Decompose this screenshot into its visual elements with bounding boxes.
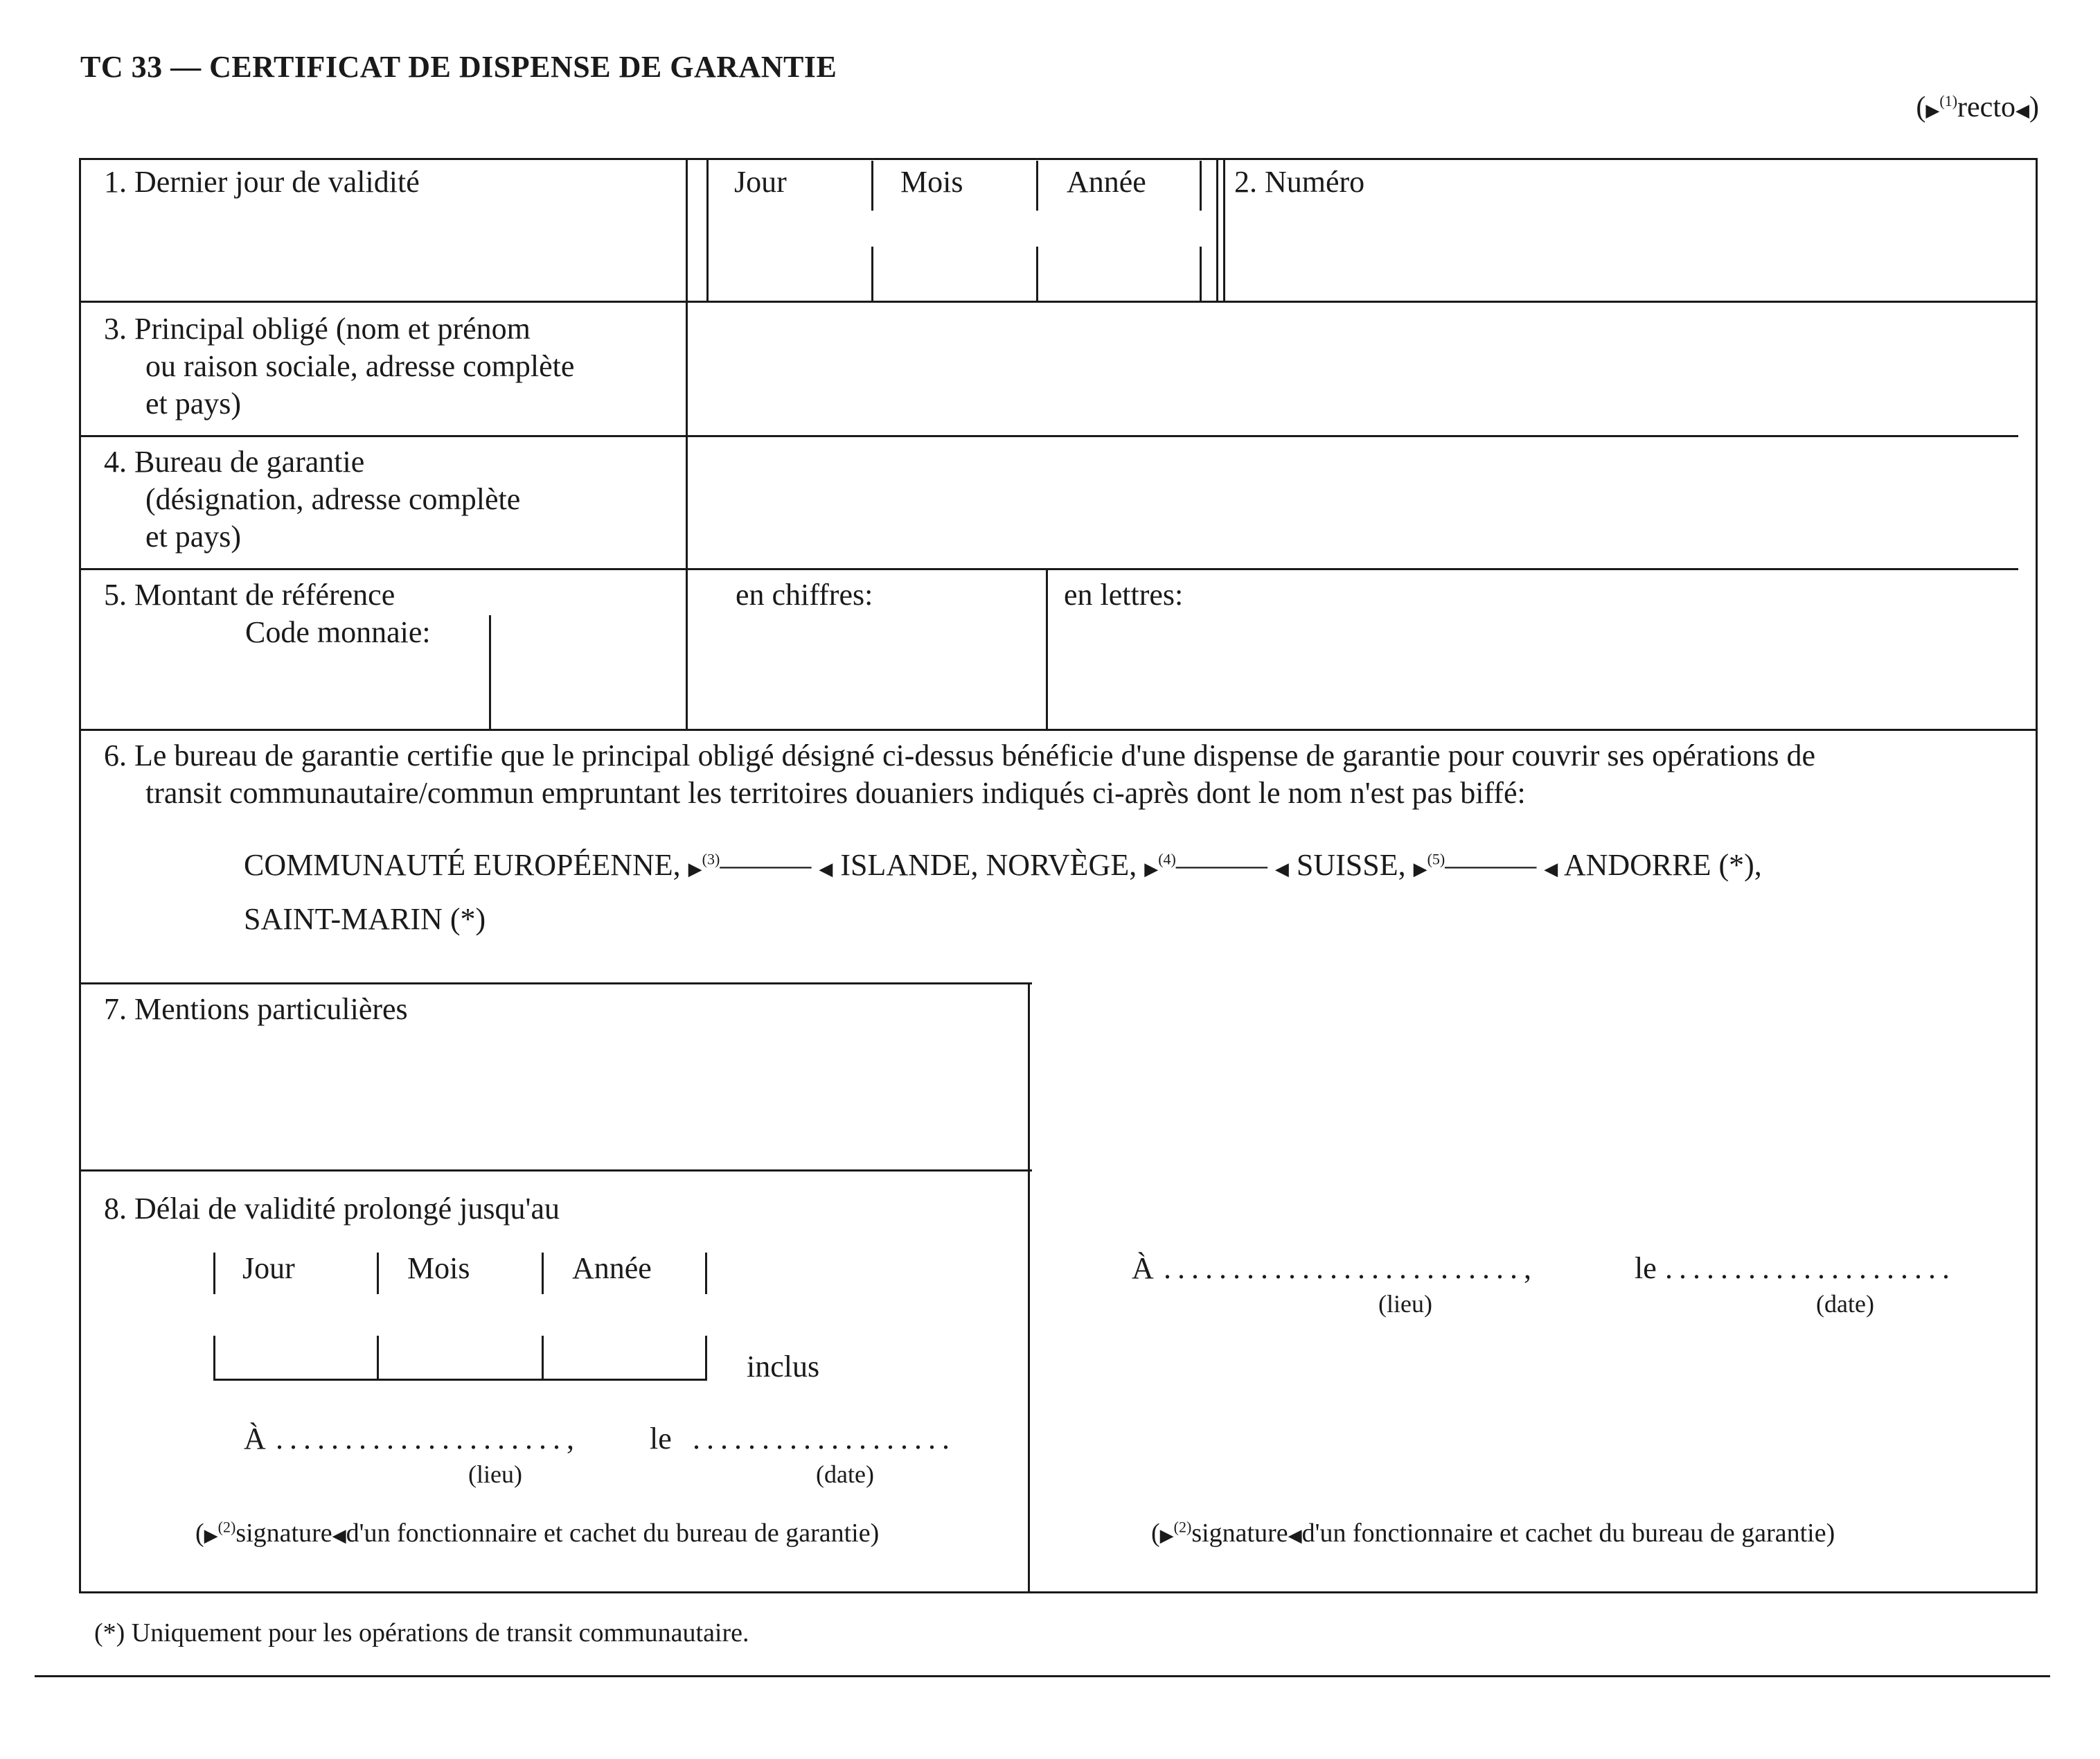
left-triangle-icon: ◀	[332, 1526, 346, 1546]
box1-annee-label: Année	[1067, 165, 1146, 199]
date-box1-right-edge-b	[1223, 158, 1225, 301]
box4-label-line2: (désignation, adresse complète	[145, 482, 521, 516]
right-signature-area[interactable]	[1035, 1337, 2032, 1510]
territory-community[interactable]: COMMUNAUTÉ EUROPÉENNE,	[244, 848, 681, 882]
divider-box7-top	[79, 982, 1032, 984]
left-triangle-icon: ◀	[2016, 100, 2029, 121]
tick	[705, 1253, 707, 1294]
divider-label-column	[686, 158, 688, 729]
signature-word: signature	[235, 1519, 332, 1548]
box8-label: 8. Délai de validité prolongé jusqu'au	[104, 1192, 560, 1226]
left-triangle-icon: ◀	[819, 859, 833, 880]
box6-text-line1: 6. Le bureau de garantie certifie que le principal obligé désigné ci-dessus bénéficie d'une dispense de garantie pour couvrir ses opérations de	[104, 739, 1815, 772]
divider-row3	[79, 435, 2018, 437]
box6-text-line2: transit communautaire/commun empruntant les territoires douaniers indiqués ci-après dont le nom n'est pas biffé:	[145, 776, 1526, 810]
currency-code-field[interactable]	[493, 615, 683, 726]
box8-day-field[interactable]	[216, 1296, 377, 1377]
paren-open: (	[1151, 1519, 1160, 1548]
tick	[705, 1336, 707, 1380]
box8-date-baseline	[213, 1379, 707, 1381]
tick	[377, 1336, 379, 1380]
box1-year-field[interactable]	[1039, 211, 1201, 299]
currency-code-box-edge	[489, 615, 491, 729]
footnote-ref-5: (5)	[1427, 850, 1445, 868]
amount-words-label: en lettres:	[1064, 578, 1184, 612]
divider-row5	[79, 729, 2038, 731]
footnote-ref-2: (2)	[1173, 1518, 1192, 1536]
divider-row4	[79, 568, 2018, 570]
left-triangle-icon: ◀	[1544, 859, 1558, 880]
divider-left-right	[1028, 982, 1030, 1593]
tick	[1200, 161, 1202, 211]
territory-switzerland[interactable]: SUISSE,	[1296, 848, 1406, 882]
tick	[213, 1336, 215, 1380]
amount-words-field[interactable]	[1051, 617, 2028, 725]
signature-rest: d'un fonctionnaire et cachet du bureau de garantie)	[346, 1519, 880, 1548]
currency-code-label: Code monnaie:	[245, 615, 431, 649]
box3-label-line2: ou raison sociale, adresse complète	[145, 349, 575, 383]
right-triangle-icon: ▶	[1925, 100, 1940, 121]
left-triangle-icon: ◀	[1288, 1526, 1302, 1546]
box3-label-line1: 3. Principal obligé (nom et prénom	[104, 312, 531, 346]
recto-marker	[1916, 89, 2039, 130]
footnote-ref-2: (2)	[217, 1518, 236, 1536]
form-title: TC 33 — CERTIFICAT DE DISPENSE DE GARANTIE	[80, 50, 837, 84]
box3-label-line3: et pays)	[145, 387, 242, 421]
box7-label: 7. Mentions particulières	[104, 992, 408, 1026]
tick	[706, 161, 709, 211]
box2-number-field[interactable]	[1227, 208, 2031, 298]
amount-figures-label: en chiffres:	[736, 578, 873, 612]
tick	[706, 247, 709, 301]
dash-rule: ———	[1175, 848, 1267, 882]
tick	[213, 1253, 215, 1294]
footnote-ref-3: (3)	[702, 850, 720, 868]
amount-figures-field[interactable]	[691, 617, 1042, 725]
box8-jour-label: Jour	[242, 1251, 295, 1285]
footnote-text: (*) Uniquement pour les opérations de transit communautaire.	[94, 1618, 749, 1647]
right-place-field[interactable]: ..........................,	[1164, 1251, 1538, 1285]
box8-signature-caption	[195, 1517, 879, 1552]
territory-andorra[interactable]: ANDORRE (*),	[1563, 848, 1762, 882]
recto-label: recto	[1957, 91, 2016, 123]
box8-month-field[interactable]	[380, 1296, 542, 1377]
box8-mois-label: Mois	[407, 1251, 470, 1285]
bottom-rule	[35, 1675, 2050, 1677]
box8-place-field[interactable]: .....................,	[276, 1422, 580, 1456]
box1-day-field[interactable]	[709, 211, 873, 299]
right-signature-caption	[1151, 1517, 1835, 1552]
box5-label: 5. Montant de référence	[104, 578, 395, 612]
box7-particular-mentions-field[interactable]	[83, 1032, 1024, 1165]
recto-close: )	[2029, 91, 2039, 123]
paren-open: (	[195, 1519, 204, 1548]
left-triangle-icon: ◀	[1274, 859, 1289, 880]
box8-date-prefix: le	[650, 1422, 672, 1456]
territory-san-marino[interactable]: SAINT-MARIN (*)	[244, 902, 486, 936]
right-triangle-icon: ▶	[1413, 859, 1427, 880]
box4-label-line1: 4. Bureau de garantie	[104, 445, 365, 479]
box8-date-caption: (date)	[816, 1460, 874, 1488]
signature-rest: d'un fonctionnaire et cachet du bureau de garantie)	[1301, 1519, 1835, 1548]
divider-row1	[79, 301, 2038, 303]
right-date-caption: (date)	[1816, 1290, 1874, 1318]
right-triangle-icon: ▶	[1144, 859, 1159, 880]
footnote-ref-4: (4)	[1158, 850, 1176, 868]
box8-signature-area[interactable]	[83, 1483, 1024, 1517]
signature-word: signature	[1191, 1519, 1288, 1548]
footnote-ref-1: (1)	[1939, 92, 1958, 109]
divider-box8-top	[79, 1169, 1032, 1172]
dash-rule: ———	[1445, 848, 1537, 882]
right-triangle-icon: ▶	[1159, 1526, 1174, 1546]
right-date-field[interactable]: .....................	[1665, 1251, 1956, 1285]
date-box1-right-edge-a	[1216, 158, 1218, 301]
tick	[542, 1336, 544, 1380]
territory-iceland-norway[interactable]: ISLANDE, NORVÈGE,	[840, 848, 1137, 882]
territories-line1	[244, 847, 1762, 888]
divider-figures-words	[1046, 568, 1048, 729]
box1-label: 1. Dernier jour de validité	[104, 165, 420, 199]
recto-open: (	[1916, 91, 1926, 123]
box8-annee-label: Année	[572, 1251, 652, 1285]
box8-place-caption: (lieu)	[468, 1460, 522, 1488]
box4-label-line3: et pays)	[145, 520, 242, 554]
right-triangle-icon: ▶	[688, 859, 702, 880]
tick	[542, 1253, 544, 1294]
right-place-prefix: À	[1132, 1251, 1154, 1285]
box8-date-field[interactable]: ...................	[693, 1422, 956, 1456]
box1-month-field[interactable]	[874, 211, 1038, 299]
box8-year-field[interactable]	[544, 1296, 705, 1377]
box8-inclus-label: inclus	[747, 1350, 820, 1384]
box2-label: 2. Numéro	[1234, 165, 1365, 199]
box1-jour-label: Jour	[734, 165, 787, 199]
tick	[871, 161, 873, 211]
right-date-prefix: le	[1635, 1251, 1657, 1285]
box1-mois-label: Mois	[900, 165, 963, 199]
box4-guarantee-office-field[interactable]	[691, 439, 2028, 565]
tick	[1036, 161, 1038, 211]
box8-place-prefix: À	[244, 1422, 266, 1456]
right-place-caption: (lieu)	[1378, 1290, 1432, 1318]
right-triangle-icon: ▶	[204, 1526, 218, 1546]
tick	[377, 1253, 379, 1294]
box3-principal-field[interactable]	[691, 305, 2028, 432]
dash-rule: ———	[720, 848, 812, 882]
